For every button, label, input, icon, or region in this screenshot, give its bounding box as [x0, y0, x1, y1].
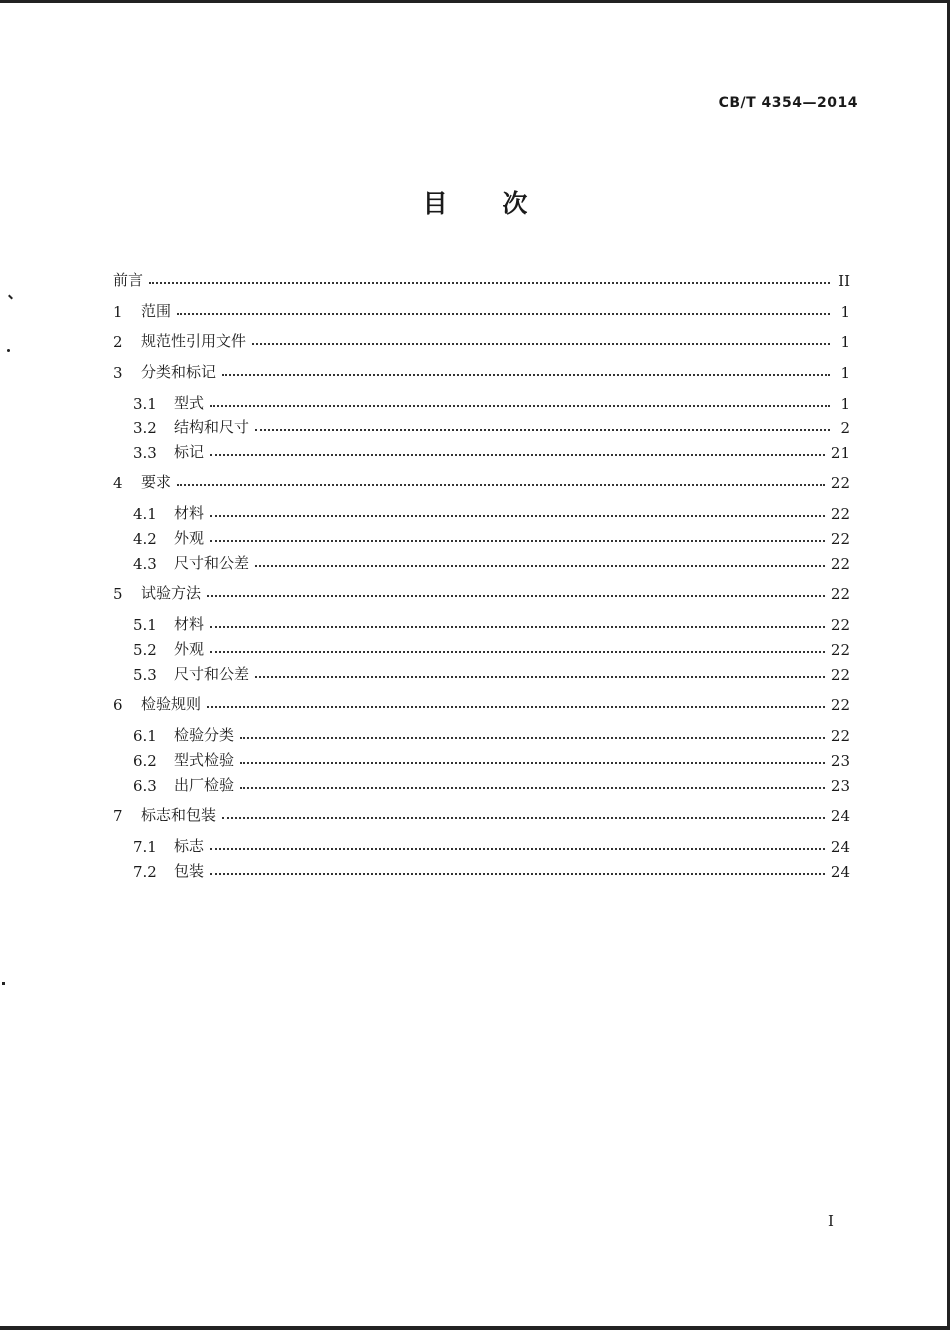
toc-entry-page: 22: [830, 505, 850, 523]
toc-entry-number: 6.2: [133, 752, 157, 770]
toc-entry-number: 3.1: [133, 395, 157, 413]
scan-edge-top: [0, 0, 950, 3]
scan-speck: [8, 295, 13, 300]
toc-leader-dots: [210, 872, 825, 875]
toc-entry-number: 6.3: [133, 777, 157, 795]
toc-title: 目 次: [422, 189, 528, 218]
toc-leader-dots: [210, 847, 825, 850]
toc-entry[interactable]: [133, 859, 850, 881]
toc-entry-number: 3.2: [133, 419, 157, 437]
toc-entry-label: 包装: [174, 862, 205, 880]
toc-entry-label: 要求: [141, 473, 172, 491]
toc-entry-label: 尺寸和公差: [174, 665, 250, 683]
toc-entry[interactable]: [113, 470, 850, 492]
toc-entry[interactable]: [113, 360, 850, 382]
toc-entry[interactable]: [133, 723, 850, 745]
toc-leader-dots: [252, 342, 830, 345]
toc-entry-page: 24: [830, 863, 850, 881]
toc-entry-number: 5.2: [133, 641, 157, 659]
toc-entry-label: 型式检验: [174, 751, 235, 769]
toc-entry-label: 检验分类: [174, 726, 235, 744]
toc-entry[interactable]: [113, 329, 850, 351]
toc-entry-label: 尺寸和公差: [174, 554, 250, 572]
toc-entry-number: 3.3: [133, 444, 157, 462]
toc-entry-label: 结构和尺寸: [174, 418, 250, 436]
toc-entry[interactable]: [113, 692, 850, 714]
toc-entry[interactable]: [113, 299, 850, 321]
toc-entry-page: 1: [840, 395, 850, 413]
toc-entry-number: 7.1: [133, 838, 157, 856]
toc-entry[interactable]: [113, 268, 850, 290]
toc-entry[interactable]: [133, 637, 850, 659]
toc-entry-number: 5.3: [133, 666, 157, 684]
standard-code: CB/T 4354—2014: [718, 95, 858, 111]
toc-leader-dots: [240, 736, 825, 739]
toc-entry-label: 外观: [174, 640, 205, 658]
toc-entry-label: 出厂检验: [174, 776, 235, 794]
toc-entry-number: 5.1: [133, 616, 157, 634]
toc-entry[interactable]: [113, 803, 850, 825]
toc-entry-number: 7: [113, 807, 123, 825]
toc-entry[interactable]: [133, 834, 850, 856]
toc-entry-number: 4: [113, 474, 123, 492]
toc-entry-page: 22: [830, 641, 850, 659]
toc-entry[interactable]: [133, 391, 850, 413]
toc-entry[interactable]: [133, 440, 850, 462]
toc-entry-page: 23: [830, 777, 850, 795]
toc-entry[interactable]: [113, 581, 850, 603]
toc-entry-label: 分类和标记: [141, 363, 217, 381]
toc-entry-label: 范围: [141, 302, 172, 320]
toc-entry-label: 标志和包装: [141, 806, 217, 824]
toc-entry-label: 材料: [174, 504, 205, 522]
toc-leader-dots: [255, 675, 825, 678]
toc-leader-dots: [210, 514, 825, 517]
toc-entry-page: 23: [830, 752, 850, 770]
toc-leader-dots: [222, 816, 825, 819]
toc-entry-page: 21: [830, 444, 850, 462]
toc-entry-page: 22: [830, 666, 850, 684]
toc-entry-number: 4.3: [133, 555, 157, 573]
toc-entry-page: 24: [830, 807, 850, 825]
toc-entry[interactable]: [133, 551, 850, 573]
toc-entry-number: 4.2: [133, 530, 157, 548]
toc-leader-dots: [207, 705, 825, 708]
toc-entry-page: 2: [840, 419, 850, 437]
toc-entry-page: 24: [830, 838, 850, 856]
toc-leader-dots: [210, 404, 830, 407]
toc-leader-dots: [255, 428, 830, 431]
toc-entry-label: 型式: [174, 394, 205, 412]
toc-entry[interactable]: [133, 662, 850, 684]
toc-entry-number: 5: [113, 585, 123, 603]
toc-entry-page: 22: [830, 727, 850, 745]
toc-leader-dots: [210, 453, 825, 456]
toc-entry-page: 22: [830, 530, 850, 548]
toc-entry[interactable]: [133, 415, 850, 437]
toc-leader-dots: [240, 786, 825, 789]
toc-entry-page: 22: [830, 474, 850, 492]
scan-speck: [2, 982, 5, 985]
scan-speck: [7, 349, 10, 352]
toc-entry-page: II: [838, 272, 850, 290]
toc-entry-label: 标志: [174, 837, 205, 855]
toc-entry[interactable]: [133, 773, 850, 795]
toc-entry-page: 1: [840, 303, 850, 321]
page-number: I: [828, 1212, 834, 1230]
toc-entry[interactable]: [133, 501, 850, 523]
toc-leader-dots: [240, 761, 825, 764]
toc-entry-label: 标记: [174, 443, 205, 461]
toc-entry[interactable]: [133, 612, 850, 634]
toc-entry-number: 1: [113, 303, 123, 321]
toc-entry-page: 22: [830, 616, 850, 634]
toc-entry-page: 1: [840, 333, 850, 351]
toc-entry-page: 22: [830, 585, 850, 603]
toc-entry-label: 试验方法: [141, 584, 202, 602]
toc-entry-number: 2: [113, 333, 123, 351]
toc-leader-dots: [207, 594, 825, 597]
toc-leader-dots: [177, 312, 830, 315]
toc-entry-label: 检验规则: [141, 695, 202, 713]
toc-entry-page: 22: [830, 696, 850, 714]
toc-leader-dots: [210, 625, 825, 628]
toc-leader-dots: [210, 539, 825, 542]
toc-entry[interactable]: [133, 526, 850, 548]
toc-entry-number: 7.2: [133, 863, 157, 881]
toc-entry-number: 3: [113, 364, 123, 382]
toc-entry-label: 规范性引用文件: [141, 332, 247, 350]
toc-leader-dots: [255, 564, 825, 567]
toc-leader-dots: [177, 483, 825, 486]
toc-leader-dots: [222, 373, 830, 376]
toc-leader-dots: [149, 281, 830, 284]
toc-entry-page: 1: [840, 364, 850, 382]
toc-leader-dots: [210, 650, 825, 653]
toc-entry-number: 6.1: [133, 727, 157, 745]
toc-entry-label: 前言: [113, 271, 144, 289]
toc-entry[interactable]: [133, 748, 850, 770]
scan-edge-bottom: [0, 1326, 950, 1330]
toc-entry-number: 6: [113, 696, 123, 714]
toc-entry-label: 外观: [174, 529, 205, 547]
toc-entry-label: 材料: [174, 615, 205, 633]
toc-entry-page: 22: [830, 555, 850, 573]
toc-entry-number: 4.1: [133, 505, 157, 523]
